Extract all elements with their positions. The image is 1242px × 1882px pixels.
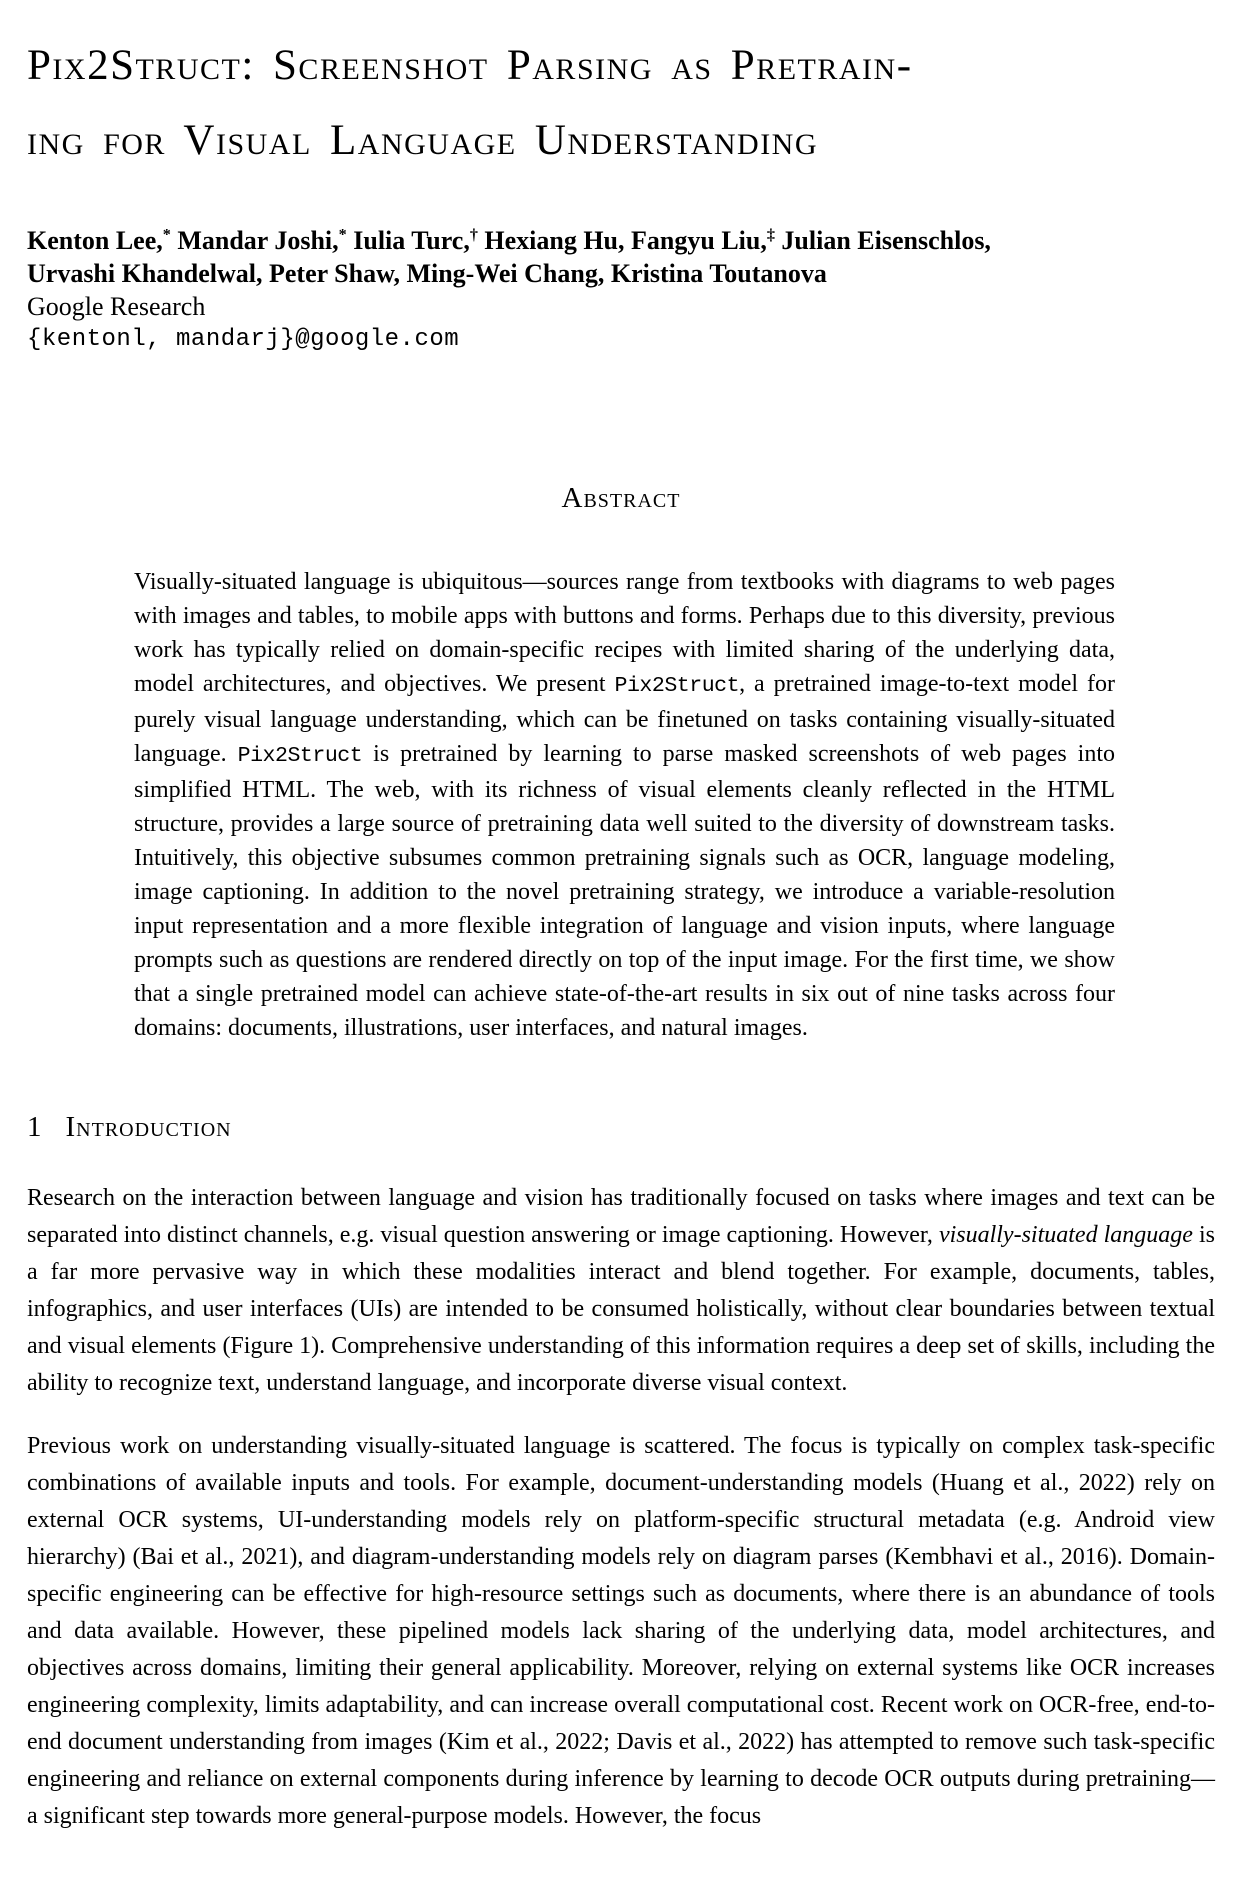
text-run: Iulia Turc,	[346, 226, 470, 255]
text-run: *	[162, 226, 171, 244]
text-run: Pix2Struct	[237, 744, 363, 768]
text-run: Pix2Struct	[614, 674, 740, 698]
intro-paragraph-2	[27, 1428, 1215, 1835]
section-1-heading	[27, 1111, 1215, 1144]
affiliation: Google Research	[27, 292, 206, 321]
section-title: Introduction	[65, 1111, 232, 1143]
title-line-1: Pix2Struct: Screenshot Parsing as Pretrain-	[27, 42, 913, 89]
text-run: is a far more pervasive way in which these modalities interact and blend together. For example, documents, tables, infographics, and user interfaces (UIs) are intended to be consumed holistically, without clear boundaries between textual and visual elements (Figure 1). Comprehensive understanding of this information requires a deep set of skills, including the ability to recognize text, understand language, and incorporate diverse visual context.	[27, 1222, 1215, 1396]
author-email: {kentonl, mandarj}@google.com	[27, 326, 460, 353]
text-run: Hexiang Hu, Fangyu Liu,	[477, 226, 767, 255]
text-run: Mandar Joshi,	[170, 226, 339, 255]
text-run: †	[469, 226, 478, 244]
text-run: visually-situated language	[938, 1222, 1193, 1248]
abstract-heading: Abstract	[561, 482, 681, 514]
text-run: , a pretrained image-to-text model for purely visual language understanding, which can be finetuned on tasks containing visually-situated language.	[134, 671, 1115, 767]
intro-paragraph-1	[27, 1180, 1215, 1402]
author-line-1	[27, 224, 1215, 257]
authors-block	[27, 224, 1215, 356]
text-run: is pretrained by learning to parse masked screenshots of web pages into simplified HTML. The web, with its richness of visual elements cleanly reflected in the HTML structure, provides a large source of pretraining data well suited to the diversity of downstream tasks. Intuitively, this objective subsumes common pretraining signals such as OCR, language modeling, image captioning. In addition to the novel pretraining strategy, we introduce a variable-resolution input representation and a more flexible integration of language and vision inputs, where language prompts such as questions are rendered directly on top of the input image. For the first time, we show that a single pretrained model can achieve state-of-the-art results in six out of nine tasks across four domains: documents, illustrations, user interfaces, and natural images.	[134, 741, 1116, 1041]
text-run: Research on the interaction between language and vision has traditionally focused on tasks where images and text can be separated into distinct channels, e.g. visual question answering or image captioning. However,	[27, 1185, 1215, 1248]
text-run: *	[338, 226, 347, 244]
title-line-2: ing for Visual Language Understanding	[27, 117, 819, 164]
text-run: Kenton Lee,	[27, 226, 163, 255]
text-run: Julian Eisenschlos,	[774, 226, 991, 255]
abstract-text	[134, 565, 1115, 1045]
paper-title	[27, 28, 1215, 178]
text-run: Visually-situated language is ubiquitous—sources range from textbooks with diagrams to web pages with images and tables, to mobile apps with buttons and forms. Perhaps due to this diversity, previous work has typically relied on domain-specific recipes with limited sharing of the underlying data, model architectures, and objectives. We present	[134, 569, 1115, 697]
section-number: 1	[27, 1111, 42, 1143]
text-run: ‡	[766, 226, 775, 244]
text-run: Previous work on understanding visually-situated language is scattered. The focus is typically on complex task-specific combinations of available inputs and tools. For example, document-understanding models (Huang et al., 2022) rely on external OCR systems, UI-understanding models rely on platform-specific structural metadata (e.g. Android view hierarchy) (Bai et al., 2021), and diagram-understanding models rely on diagram parses (Kembhavi et al., 2016). Domain-specific engineering can be effective for high-resource settings such as documents, where there is an abundance of tools and data available. However, these pipelined models lack sharing of the underlying data, model architectures, and objectives across domains, limiting their general applicability. Moreover, relying on external systems like OCR increases engineering complexity, limits adaptability, and can increase overall computational cost. Recent work on OCR-free, end-to-end document understanding from images (Kim et al., 2022; Davis et al., 2022) has attempted to remove such task-specific engineering and reliance on external components during inference by learning to decode OCR outputs during pretraining—a significant step towards more general-purpose models. However, the focus	[27, 1433, 1215, 1829]
author-line-2: Urvashi Khandelwal, Peter Shaw, Ming-Wei Chang, Kristina Toutanova	[27, 259, 827, 288]
